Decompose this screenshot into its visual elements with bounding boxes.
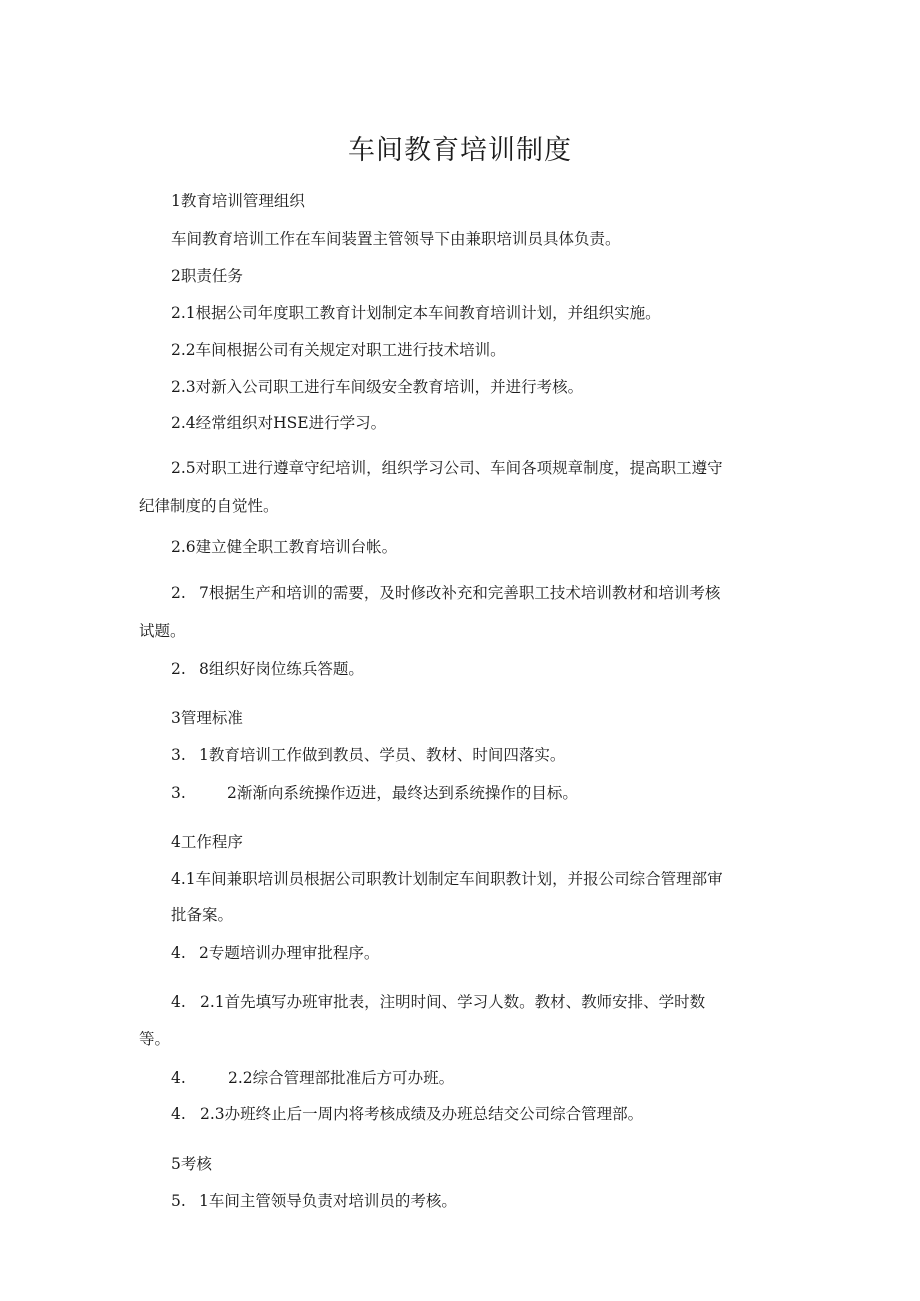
item-4-2-1-number: 4. xyxy=(171,993,186,1011)
item-4-2-1-text: 2.1首先填写办班审批表，注明时间、学习人数。教材、教师安排、学时数 xyxy=(200,993,706,1011)
item-4-2-1-line-1 xyxy=(171,992,705,1012)
document-title: 车间教育培训制度 xyxy=(348,135,572,166)
item-2-7-line-1 xyxy=(171,583,720,603)
item-4-1-line-2: 批备案。 xyxy=(171,906,234,924)
item-5-1-number: 5. xyxy=(171,1192,186,1210)
item-4-2-number: 4. xyxy=(171,944,186,962)
item-2-5-line-1: 2.5对职工进行遵章守纪培训，组织学习公司、车间各项规章制度，提高职工遵守 xyxy=(171,459,723,477)
item-5-1 xyxy=(171,1191,457,1211)
item-3-1-number: 3. xyxy=(171,746,186,764)
item-4-2-3-number: 4. xyxy=(171,1105,186,1123)
item-2-5-line-2: 纪律制度的自觉性。 xyxy=(139,497,279,515)
item-2-1: 2.1根据公司年度职工教育计划制定本车间教育培训计划，并组织实施。 xyxy=(171,304,661,322)
item-2-7-line-2: 试题。 xyxy=(139,622,186,640)
item-4-1-line-1: 4.1车间兼职培训员根据公司职教计划制定车间职教计划，并报公司综合管理部审 xyxy=(171,870,723,888)
item-3-1-text: 1教育培训工作做到教员、学员、教材、时间四落实。 xyxy=(199,746,566,764)
section-5-heading: 5考核 xyxy=(171,1155,212,1173)
section-4-heading: 4工作程序 xyxy=(171,833,243,851)
item-2-7-number: 2. xyxy=(171,584,186,602)
item-2-8 xyxy=(171,659,364,679)
item-3-2-text: 2渐渐向系统操作迈进，最终达到系统操作的目标。 xyxy=(227,784,578,802)
item-3-1 xyxy=(171,745,565,765)
item-3-2 xyxy=(171,783,578,803)
item-2-8-text: 8组织好岗位练兵答题。 xyxy=(199,660,364,678)
item-2-4: 2.4经常组织对HSE进行学习。 xyxy=(171,414,387,432)
section-1-heading: 1教育培训管理组织 xyxy=(171,192,305,210)
section-1-text: 车间教育培训工作在车间装置主管领导下由兼职培训员具体负责。 xyxy=(171,230,621,248)
item-4-2-3 xyxy=(171,1104,643,1124)
item-5-1-text: 1车间主管领导负责对培训员的考核。 xyxy=(199,1192,457,1210)
item-4-2-3-text: 2.3办班终止后一周内将考核成绩及办班总结交公司综合管理部。 xyxy=(200,1105,644,1123)
section-2-heading: 2职责任务 xyxy=(171,267,243,285)
item-4-2-2-text: 2.2综合管理部批准后方可办班。 xyxy=(228,1069,455,1087)
item-4-2-2-number: 4. xyxy=(171,1069,186,1087)
item-2-2: 2.2车间根据公司有关规定对职工进行技术培训。 xyxy=(171,341,506,359)
section-3-heading: 3管理标准 xyxy=(171,709,243,727)
item-3-2-number: 3. xyxy=(171,784,186,802)
item-4-2-2 xyxy=(171,1068,454,1088)
item-4-2 xyxy=(171,943,379,963)
item-4-2-1-line-2: 等。 xyxy=(139,1030,171,1048)
item-2-8-number: 2. xyxy=(171,660,186,678)
item-2-3: 2.3对新入公司职工进行车间级安全教育培训，并进行考核。 xyxy=(171,378,584,396)
item-2-6: 2.6建立健全职工教育培训台帐。 xyxy=(171,538,398,556)
item-4-2-text: 2专题培训办理审批程序。 xyxy=(199,944,380,962)
item-2-7-text: 7根据生产和培训的需要，及时修改补充和完善职工技术培训教材和培训考核 xyxy=(199,584,721,602)
